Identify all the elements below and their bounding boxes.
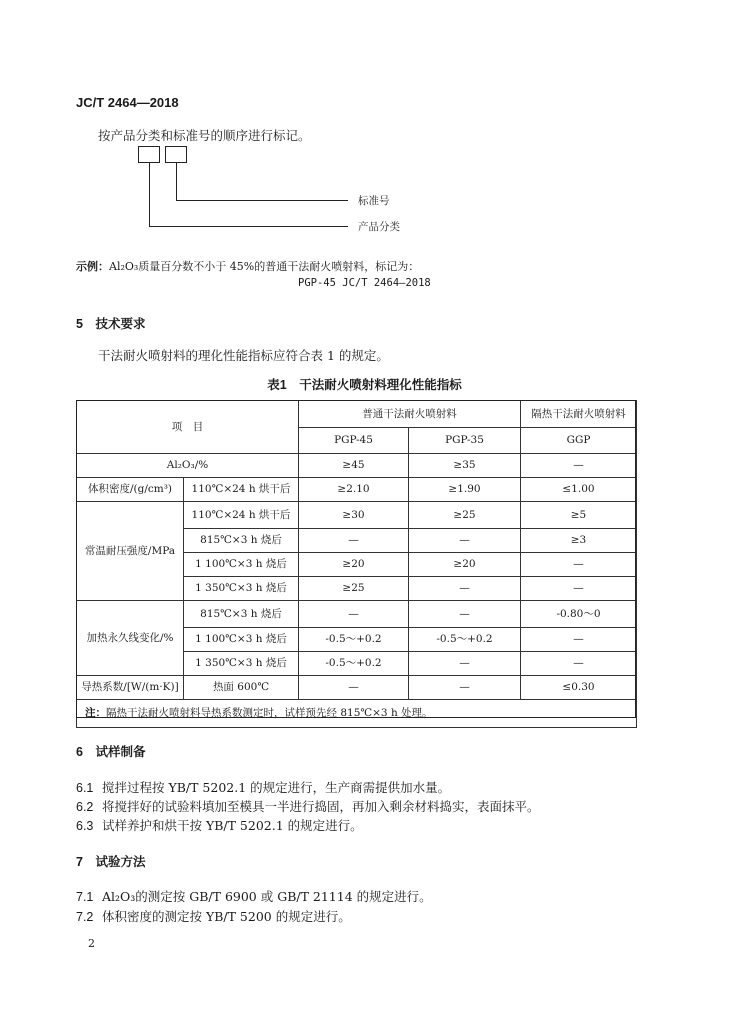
cell: — <box>409 601 521 628</box>
row-linear-1 <box>77 601 637 628</box>
clause-7-2 <box>76 907 351 925</box>
cell: ≥5 <box>521 502 637 529</box>
table-1 <box>76 400 637 728</box>
clause-6-2 <box>76 797 540 815</box>
cell: — <box>299 676 409 700</box>
note-label: 注： <box>85 707 106 719</box>
clause-text: 试样养护和烘干按 YB/T 5202.1 的规定进行。 <box>101 818 363 833</box>
clause-text: 将搅拌好的试验料填加至模具一半进行捣固，再加入剩余材料捣实，表面抹平。 <box>101 799 540 814</box>
clause-6-1 <box>76 778 450 796</box>
standard-leader-horizontal <box>176 200 348 201</box>
code-pgp35: PGP-35 <box>409 428 521 454</box>
row-condition: 110℃×24 h 烘干后 <box>184 478 299 502</box>
section-5-heading: 5 技术要求 <box>76 317 146 331</box>
clause-number: 7.1 <box>76 890 94 904</box>
clause-number: 7.2 <box>76 910 94 924</box>
cell: ≤0.30 <box>521 676 637 700</box>
cell: ≥3 <box>521 529 637 553</box>
marking-intro: 按产品分类和标准号的顺序进行标记。 <box>98 128 311 143</box>
row-condition: 1 350℃×3 h 烧后 <box>184 577 299 601</box>
cell: — <box>299 529 409 553</box>
cell: — <box>409 577 521 601</box>
row-condition: 110℃×24 h 烘干后 <box>184 502 299 529</box>
code-ggp: GGP <box>521 428 637 454</box>
row-condition: 1 350℃×3 h 烧后 <box>184 652 299 676</box>
category-leader-horizontal <box>149 226 348 227</box>
clause-text: Al₂O₃的测定按 GB/T 6900 或 GB/T 21114 的规定进行。 <box>101 889 432 904</box>
clause-number: 6.1 <box>76 781 94 795</box>
cell: — <box>521 628 637 652</box>
cell: -0.5～+0.2 <box>409 628 521 652</box>
cell: — <box>409 652 521 676</box>
section-6-heading: 6 试样制备 <box>76 745 146 759</box>
example-label: 示例： <box>76 261 109 273</box>
row-note <box>77 700 637 728</box>
cell: ≥25 <box>299 577 409 601</box>
col-item-header: 项 目 <box>77 401 299 454</box>
cell: -0.5～+0.2 <box>299 628 409 652</box>
note-text: 隔热干法耐火喷射料导热系数测定时，试样预先经 815℃×3 h 处理。 <box>106 707 433 719</box>
cell: — <box>521 454 637 478</box>
cell: ≥30 <box>299 502 409 529</box>
category-leader-vertical <box>149 163 150 227</box>
row-condition: 热面 600℃ <box>184 676 299 700</box>
table-1-caption: 表1 干法耐火喷射料理化性能指标 <box>267 378 462 392</box>
group-insul-header: 隔热干法耐火喷射料 <box>521 401 637 428</box>
table-note <box>77 700 637 728</box>
category-box <box>138 146 160 163</box>
cell: ≥1.90 <box>409 478 521 502</box>
standard-box <box>165 146 187 163</box>
standard-leader-vertical <box>176 163 177 201</box>
example-code: PGP-45 JC/T 2464—2018 <box>298 277 431 289</box>
cell: — <box>409 676 521 700</box>
cell: — <box>521 652 637 676</box>
page-number: 2 <box>88 937 95 950</box>
row-label: Al₂O₃/% <box>77 454 299 478</box>
row-density <box>77 478 637 502</box>
cell: ≤1.00 <box>521 478 637 502</box>
row-condition: 815℃×3 h 烧后 <box>184 529 299 553</box>
row-condition: 1 100℃×3 h 烧后 <box>184 628 299 652</box>
label-category: 产品分类 <box>358 221 400 233</box>
code-pgp45: PGP-45 <box>299 428 409 454</box>
label-standard: 标准号 <box>358 195 390 207</box>
clause-6-3 <box>76 816 363 834</box>
section-7-heading: 7 试验方法 <box>76 855 146 869</box>
clause-number: 6.3 <box>76 819 94 833</box>
group-normal-header: 普通干法耐火喷射料 <box>299 401 521 428</box>
clause-text: 体积密度的测定按 YB/T 5200 的规定进行。 <box>101 909 351 924</box>
clause-7-1 <box>76 887 432 905</box>
clause-text: 搅拌过程按 YB/T 5202.1 的规定进行，生产商需提供加水量。 <box>101 780 451 795</box>
standard-number-header: JC/T 2464—2018 <box>76 95 179 110</box>
row-label: 加热永久线变化/% <box>77 601 184 676</box>
cell: ≥45 <box>299 454 409 478</box>
cell: ≥2.10 <box>299 478 409 502</box>
cell: ≥20 <box>409 553 521 577</box>
row-label: 导热系数/[W/(m·K)] <box>77 676 184 700</box>
row-condition: 815℃×3 h 烧后 <box>184 601 299 628</box>
cell: ≥35 <box>409 454 521 478</box>
cell: ≥20 <box>299 553 409 577</box>
example-text: Al₂O₃质量百分数不小于 45%的普通干法耐火喷射料，标记为： <box>109 260 420 273</box>
table-header-row-1 <box>77 401 637 428</box>
cell: — <box>521 577 637 601</box>
row-al2o3 <box>77 454 637 478</box>
cell: — <box>299 601 409 628</box>
cell: -0.80～0 <box>521 601 637 628</box>
clause-number: 6.2 <box>76 800 94 814</box>
row-label: 体积密度/(g/cm³) <box>77 478 184 502</box>
cell: — <box>409 529 521 553</box>
row-label: 常温耐压强度/MPa <box>77 502 184 601</box>
row-strength-1 <box>77 502 637 529</box>
marking-example <box>76 258 419 274</box>
cell: ≥25 <box>409 502 521 529</box>
row-condition: 1 100℃×3 h 烧后 <box>184 553 299 577</box>
section-5-para: 干法耐火喷射料的理化性能指标应符合表 1 的规定。 <box>98 348 389 363</box>
cell: -0.5～+0.2 <box>299 652 409 676</box>
cell: — <box>521 553 637 577</box>
row-conductivity <box>77 676 637 700</box>
